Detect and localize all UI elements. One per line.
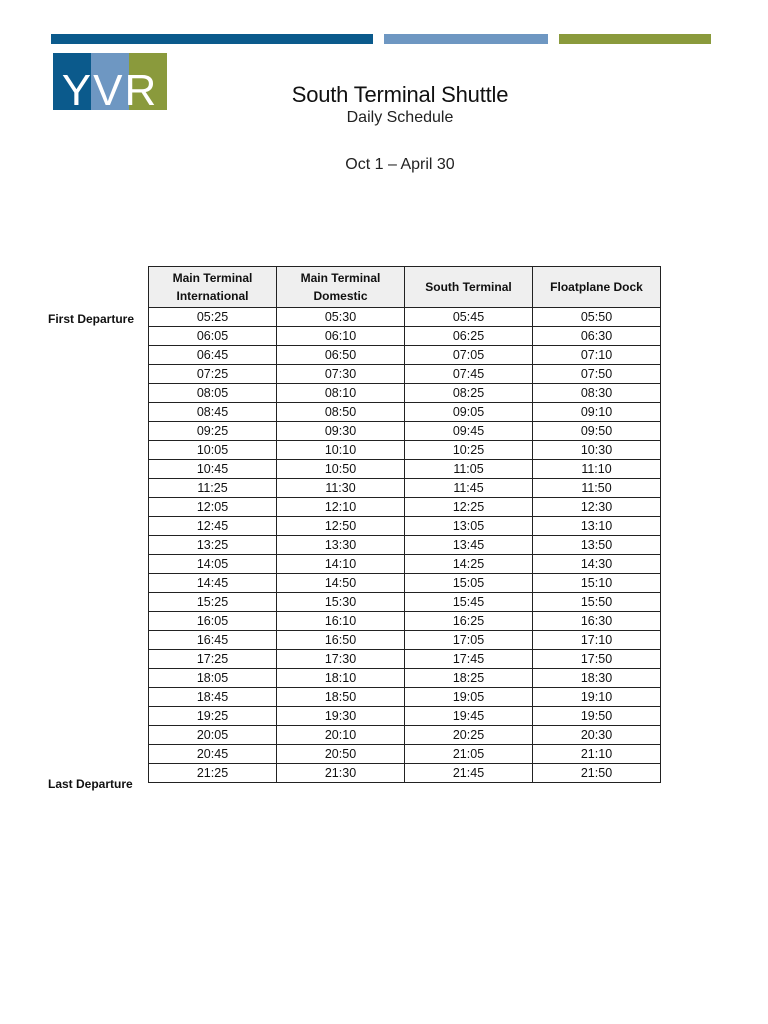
time-cell: 10:30 [533,441,661,460]
table-row [149,346,661,365]
time-cell: 08:45 [149,403,277,422]
time-cell: 16:45 [149,631,277,650]
time-cell: 07:45 [405,365,533,384]
time-cell: 18:10 [277,669,405,688]
time-cell: 12:30 [533,498,661,517]
time-cell: 10:50 [277,460,405,479]
time-cell: 08:10 [277,384,405,403]
time-cell: 17:10 [533,631,661,650]
time-cell: 12:45 [149,517,277,536]
time-cell: 16:10 [277,612,405,631]
table-row [149,745,661,764]
table-row [149,517,661,536]
time-cell: 16:50 [277,631,405,650]
time-cell: 13:10 [533,517,661,536]
time-cell: 14:10 [277,555,405,574]
time-cell: 08:50 [277,403,405,422]
table-row [149,308,661,327]
time-cell: 11:45 [405,479,533,498]
time-cell: 05:50 [533,308,661,327]
time-cell: 07:25 [149,365,277,384]
time-cell: 15:30 [277,593,405,612]
col-header-main-domestic: Main Terminal Domestic [277,267,405,308]
time-cell: 10:05 [149,441,277,460]
time-cell: 11:30 [277,479,405,498]
time-cell: 07:30 [277,365,405,384]
svg-text:YVR: YVR [61,66,159,110]
header-bar-blue [51,34,373,44]
time-cell: 14:05 [149,555,277,574]
time-cell: 19:25 [149,707,277,726]
time-cell: 09:30 [277,422,405,441]
time-cell: 19:10 [533,688,661,707]
table-row [149,384,661,403]
time-cell: 07:50 [533,365,661,384]
time-cell: 18:25 [405,669,533,688]
time-cell: 20:10 [277,726,405,745]
table-row [149,593,661,612]
table-row [149,441,661,460]
time-cell: 09:10 [533,403,661,422]
time-cell: 16:25 [405,612,533,631]
time-cell: 11:10 [533,460,661,479]
time-cell: 15:25 [149,593,277,612]
header-bar-lightblue [384,34,548,44]
time-cell: 20:30 [533,726,661,745]
time-cell: 06:50 [277,346,405,365]
yvr-logo [53,53,167,110]
time-cell: 20:45 [149,745,277,764]
time-cell: 21:05 [405,745,533,764]
time-cell: 06:10 [277,327,405,346]
time-cell: 14:25 [405,555,533,574]
time-cell: 21:45 [405,764,533,783]
table-row [149,764,661,783]
page-title: South Terminal Shuttle [291,82,509,107]
first-departure-label: First Departure [48,312,135,326]
time-cell: 12:50 [277,517,405,536]
time-cell: 15:45 [405,593,533,612]
col-header-main-international: Main Terminal International [149,267,277,308]
schedule-body [149,308,661,783]
table-row [149,365,661,384]
time-cell: 19:30 [277,707,405,726]
time-cell: 13:25 [149,536,277,555]
time-cell: 20:05 [149,726,277,745]
time-cell: 18:30 [533,669,661,688]
time-cell: 09:05 [405,403,533,422]
table-row [149,574,661,593]
table-row [149,479,661,498]
time-cell: 16:05 [149,612,277,631]
table-row [149,460,661,479]
table-row [149,726,661,745]
time-cell: 18:50 [277,688,405,707]
time-cell: 13:45 [405,536,533,555]
time-cell: 09:25 [149,422,277,441]
table-row [149,422,661,441]
time-cell: 06:30 [533,327,661,346]
page-subtitle: Daily Schedule [346,109,454,126]
table-row [149,688,661,707]
time-cell: 05:25 [149,308,277,327]
table-header-row [149,267,661,308]
time-cell: 10:45 [149,460,277,479]
table-row [149,403,661,422]
time-cell: 08:30 [533,384,661,403]
schedule-table [148,266,661,783]
time-cell: 11:25 [149,479,277,498]
time-cell: 14:50 [277,574,405,593]
time-cell: 19:45 [405,707,533,726]
time-cell: 13:05 [405,517,533,536]
time-cell: 17:45 [405,650,533,669]
time-cell: 10:25 [405,441,533,460]
time-cell: 07:05 [405,346,533,365]
date-range: Oct 1 – April 30 [345,156,455,173]
time-cell: 12:10 [277,498,405,517]
time-cell: 05:45 [405,308,533,327]
time-cell: 21:50 [533,764,661,783]
time-cell: 07:10 [533,346,661,365]
col-header-south-terminal: South Terminal [405,267,533,308]
last-departure-label: Last Departure [48,777,133,791]
time-cell: 12:05 [149,498,277,517]
table-row [149,631,661,650]
time-cell: 10:10 [277,441,405,460]
time-cell: 13:50 [533,536,661,555]
table-row [149,612,661,631]
time-cell: 08:25 [405,384,533,403]
time-cell: 17:25 [149,650,277,669]
time-cell: 21:10 [533,745,661,764]
time-cell: 15:05 [405,574,533,593]
time-cell: 06:05 [149,327,277,346]
table-row [149,555,661,574]
time-cell: 20:25 [405,726,533,745]
table-row [149,707,661,726]
time-cell: 18:05 [149,669,277,688]
table-row [149,327,661,346]
time-cell: 17:05 [405,631,533,650]
time-cell: 06:25 [405,327,533,346]
col-header-floatplane-dock: Floatplane Dock [533,267,661,308]
table-row [149,650,661,669]
time-cell: 17:50 [533,650,661,669]
table-row [149,536,661,555]
time-cell: 21:25 [149,764,277,783]
time-cell: 05:30 [277,308,405,327]
time-cell: 16:30 [533,612,661,631]
table-row [149,498,661,517]
time-cell: 15:50 [533,593,661,612]
time-cell: 20:50 [277,745,405,764]
time-cell: 14:30 [533,555,661,574]
time-cell: 11:05 [405,460,533,479]
time-cell: 17:30 [277,650,405,669]
time-cell: 14:45 [149,574,277,593]
time-cell: 18:45 [149,688,277,707]
time-cell: 06:45 [149,346,277,365]
time-cell: 08:05 [149,384,277,403]
table-row [149,669,661,688]
time-cell: 15:10 [533,574,661,593]
header-bar-green [559,34,711,44]
time-cell: 21:30 [277,764,405,783]
time-cell: 12:25 [405,498,533,517]
time-cell: 09:45 [405,422,533,441]
time-cell: 13:30 [277,536,405,555]
time-cell: 09:50 [533,422,661,441]
time-cell: 11:50 [533,479,661,498]
time-cell: 19:05 [405,688,533,707]
time-cell: 19:50 [533,707,661,726]
